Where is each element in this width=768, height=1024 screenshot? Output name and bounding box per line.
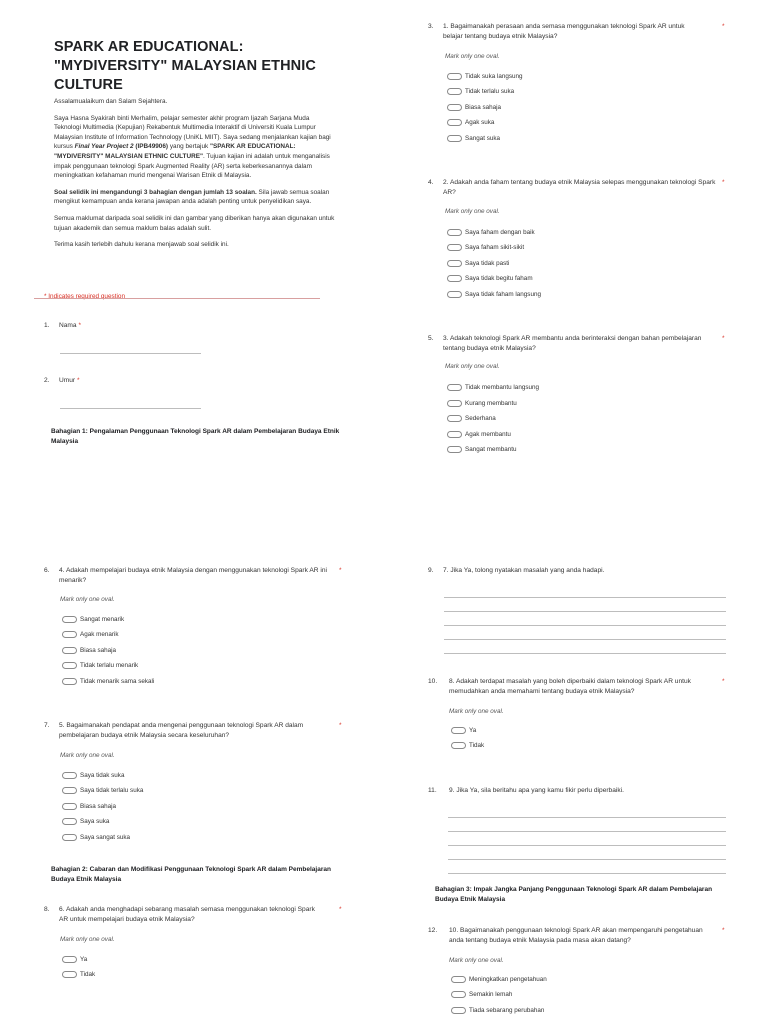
question-4: 4. 2. Adakah anda faham tentang budaya etnik Malaysia selepas menggunakan teknologi Spark AR? * bbox=[428, 179, 725, 196]
radio-oval[interactable] bbox=[62, 818, 77, 825]
option-q10-tidak[interactable]: Tidak bbox=[451, 741, 484, 751]
question-9: 9. 7. Jika Ya, tolong nyatakan masalah yang anda hadapi. bbox=[428, 567, 605, 574]
mark-instruction: Mark only one oval. bbox=[445, 208, 500, 215]
radio-oval[interactable] bbox=[451, 976, 466, 983]
radio-oval[interactable] bbox=[447, 446, 462, 453]
radio-oval[interactable] bbox=[451, 742, 466, 749]
mark-instruction: Mark only one oval. bbox=[449, 957, 504, 964]
option-q4-5[interactable]: Saya tidak faham langsung bbox=[447, 290, 541, 300]
option-q4-2[interactable]: Saya faham sikit-sikit bbox=[447, 243, 524, 253]
option-q6-3[interactable]: Biasa sahaja bbox=[62, 646, 116, 656]
question-text: Nama * bbox=[59, 322, 82, 329]
mark-instruction: Mark only one oval. bbox=[445, 53, 500, 60]
nama-input[interactable] bbox=[60, 353, 201, 354]
radio-oval[interactable] bbox=[447, 119, 462, 126]
option-q3-3[interactable]: Biasa sahaja bbox=[447, 103, 501, 113]
option-q5-4[interactable]: Agak membantu bbox=[447, 430, 511, 440]
radio-oval[interactable] bbox=[62, 678, 77, 685]
question-6: 6. 4. Adakah mempelajari budaya etnik Malaysia dengan menggunakan teknologi Spark AR ini menarik? * bbox=[44, 567, 342, 584]
q11-answer-line-4[interactable] bbox=[448, 859, 726, 860]
intro-paragraph-4: Terima kasih terlebih dahulu kerana menjawab soal selidik ini. bbox=[54, 241, 229, 249]
radio-oval[interactable] bbox=[62, 772, 77, 779]
question-5: 5. 3. Adakah teknologi Spark AR membantu anda berinteraksi dengan bahan pembelajaran tentang budaya etnik Malaysia? * bbox=[428, 335, 725, 352]
q9-answer-line-1[interactable] bbox=[444, 597, 726, 598]
option-q8-tidak[interactable]: Tidak bbox=[62, 970, 95, 980]
radio-oval[interactable] bbox=[62, 956, 77, 963]
option-q5-3[interactable]: Sederhana bbox=[447, 414, 496, 424]
intro-paragraph-1: Saya Hasna Syakirah binti Merhalim, pelajar semester akhir program Ijazah Sarjana Muda Teknologi Multimedia (Kepujian) Rekabentuk Multimedia Interaktif di Universiti Kuala Lumpur Malaysian Institute of Information Technology (UniKL MIIT). Saya sedang menjalankan kajian bagi kursus Final Year Project 2 (IPB49906) yang bertajuk "SPARK AR EDUCATIONAL: "MYDIVERSITY" MALAYSIAN ETHNIC CULTURE". Tujuan kajian ini adalah untuk menganalisis impak penggunaan teknologi Spark Augmented Reality (AR) serta keberkesanannya dalam meningkatkan kefahaman murid mengenai Warisan Etnik di Malaysia. bbox=[54, 114, 331, 180]
page-title: SPARK AR EDUCATIONAL: "MYDIVERSITY" MALAYSIAN ETHNIC CULTURE bbox=[54, 39, 316, 93]
radio-oval[interactable] bbox=[451, 1007, 466, 1014]
radio-oval[interactable] bbox=[447, 135, 462, 142]
radio-oval[interactable] bbox=[447, 400, 462, 407]
option-q7-3[interactable]: Biasa sahaja bbox=[62, 802, 116, 812]
option-q12-2[interactable]: Semakin lemah bbox=[451, 990, 512, 1000]
question-text: Umur * bbox=[59, 377, 80, 384]
umur-input[interactable] bbox=[60, 408, 201, 409]
mark-instruction: Mark only one oval. bbox=[60, 936, 115, 943]
q11-answer-line-2[interactable] bbox=[448, 831, 726, 832]
radio-oval[interactable] bbox=[62, 631, 77, 638]
question-3: 3. 1. Bagaimanakah perasaan anda semasa menggunakan teknologi Spark AR untuk belajar tentang budaya etnik Malaysia? * bbox=[428, 23, 725, 40]
radio-oval[interactable] bbox=[447, 431, 462, 438]
question-12: 12. 10. Bagaimanakah penggunaan teknologi Spark AR akan mempengaruhi pengetahuan anda tentang budaya etnik Malaysia pada masa akan datang? * bbox=[428, 927, 725, 944]
option-q6-4[interactable]: Tidak terlalu menarik bbox=[62, 661, 138, 671]
radio-oval[interactable] bbox=[451, 727, 466, 734]
radio-oval[interactable] bbox=[447, 104, 462, 111]
intro-paragraph-2: Soal selidik ini mengandungi 3 bahagian dengan jumlah 13 soalan. Sila jawab semua soalan mengikut kemampuan anda kerana jawapan anda adalah penting untuk penyelidikan saya. bbox=[54, 188, 330, 206]
radio-oval[interactable] bbox=[447, 384, 462, 391]
question-11: 11. 9. Jika Ya, sila beritahu apa yang kamu fikir perlu diperbaiki. bbox=[428, 787, 624, 794]
radio-oval[interactable] bbox=[62, 662, 77, 669]
q11-answer-line-3[interactable] bbox=[448, 845, 726, 846]
option-q7-1[interactable]: Saya tidak suka bbox=[62, 771, 124, 781]
option-q7-4[interactable]: Saya suka bbox=[62, 817, 109, 827]
radio-oval[interactable] bbox=[62, 971, 77, 978]
q9-answer-line-2[interactable] bbox=[444, 611, 726, 612]
option-q12-1[interactable]: Meningkatkan pengetahuan bbox=[451, 975, 547, 985]
question-7: 7. 5. Bagaimanakah pendapat anda mengenai penggunaan teknologi Spark AR dalam pembelajaran budaya etnik Malaysia secara keseluruhan? * bbox=[44, 722, 342, 739]
mark-instruction: Mark only one oval. bbox=[445, 363, 500, 370]
radio-oval[interactable] bbox=[451, 991, 466, 998]
option-q4-3[interactable]: Saya tidak pasti bbox=[447, 259, 509, 269]
question-nama: 1. Nama * bbox=[44, 322, 82, 329]
radio-oval[interactable] bbox=[62, 834, 77, 841]
radio-oval[interactable] bbox=[447, 415, 462, 422]
q9-answer-line-3[interactable] bbox=[444, 625, 726, 626]
option-q6-2[interactable]: Agak menarik bbox=[62, 630, 119, 640]
mark-instruction: Mark only one oval. bbox=[60, 596, 115, 603]
divider bbox=[34, 298, 320, 299]
q11-answer-line-1[interactable] bbox=[448, 817, 726, 818]
option-q4-1[interactable]: Saya faham dengan baik bbox=[447, 228, 535, 238]
question-10: 10. 8. Adakah terdapat masalah yang boleh diperbaiki dalam teknologi Spark AR untuk memudahkan anda memahami tentang budaya etnik Malaysia? * bbox=[428, 678, 725, 695]
q9-answer-line-5[interactable] bbox=[444, 653, 726, 654]
option-q3-1[interactable]: Tidak suka langsung bbox=[447, 72, 523, 82]
radio-oval[interactable] bbox=[447, 244, 462, 251]
option-q3-4[interactable]: Agak suka bbox=[447, 118, 494, 128]
mark-instruction: Mark only one oval. bbox=[449, 708, 504, 715]
option-q4-4[interactable]: Saya tidak begitu faham bbox=[447, 274, 533, 284]
required-note: * Indicates required question bbox=[44, 293, 126, 300]
radio-oval[interactable] bbox=[447, 275, 462, 282]
option-q10-ya[interactable]: Ya bbox=[451, 726, 476, 736]
section-1-title: Bahagian 1: Pengalaman Penggunaan Teknologi Spark AR dalam Pembelajaran Budaya Etnik Malaysia bbox=[51, 428, 340, 445]
intro-paragraph-3: Semua maklumat daripada soal selidik ini dan gambar yang diberikan hanya akan digunakan untuk tujuan akademik dan semua maklum balas adalah sulit. bbox=[54, 214, 335, 232]
radio-oval[interactable] bbox=[447, 73, 462, 80]
intro-description bbox=[54, 97, 336, 257]
mark-instruction: Mark only one oval. bbox=[60, 752, 115, 759]
section-3-title: Bahagian 3: Impak Jangka Panjang Penggunaan Teknologi Spark AR dalam Pembelajaran Budaya Etnik Malaysia bbox=[435, 886, 713, 903]
radio-oval[interactable] bbox=[447, 88, 462, 95]
intro-greeting: Assalamualaikum dan Salam Sejahtera. bbox=[54, 98, 168, 105]
option-q5-2[interactable]: Kurang membantu bbox=[447, 399, 517, 409]
option-q3-2[interactable]: Tidak terlalu suka bbox=[447, 87, 514, 97]
question-umur: 2. Umur * bbox=[44, 377, 80, 384]
radio-oval[interactable] bbox=[62, 647, 77, 654]
question-8: 8. 6. Adakah anda menghadapi sebarang masalah semasa menggunakan teknologi Spark AR untuk mempelajari budaya etnik Malaysia? * bbox=[44, 906, 342, 923]
option-q7-2[interactable]: Saya tidak terlalu suka bbox=[62, 786, 143, 796]
q11-answer-line-5[interactable] bbox=[448, 873, 726, 874]
option-q5-1[interactable]: Tidak membantu langsung bbox=[447, 383, 539, 393]
radio-oval[interactable] bbox=[447, 229, 462, 236]
option-q12-3[interactable]: Tiada sebarang perubahan bbox=[451, 1006, 544, 1016]
radio-oval[interactable] bbox=[62, 616, 77, 623]
option-q6-5[interactable]: Tidak menarik sama sekali bbox=[62, 677, 154, 687]
option-q7-5[interactable]: Saya sangat suka bbox=[62, 833, 130, 843]
option-q5-5[interactable]: Sangat membantu bbox=[447, 445, 516, 455]
section-2-title: Bahagian 2: Cabaran dan Modifikasi Penggunaan Teknologi Spark AR dalam Pembelajaran Budaya Etnik Malaysia bbox=[51, 866, 331, 883]
option-q8-ya[interactable]: Ya bbox=[62, 955, 87, 965]
option-q3-5[interactable]: Sangat suka bbox=[447, 134, 500, 144]
q9-answer-line-4[interactable] bbox=[444, 639, 726, 640]
radio-oval[interactable] bbox=[62, 787, 77, 794]
radio-oval[interactable] bbox=[447, 260, 462, 267]
radio-oval[interactable] bbox=[62, 803, 77, 810]
radio-oval[interactable] bbox=[447, 291, 462, 298]
option-q6-1[interactable]: Sangat menarik bbox=[62, 615, 124, 625]
